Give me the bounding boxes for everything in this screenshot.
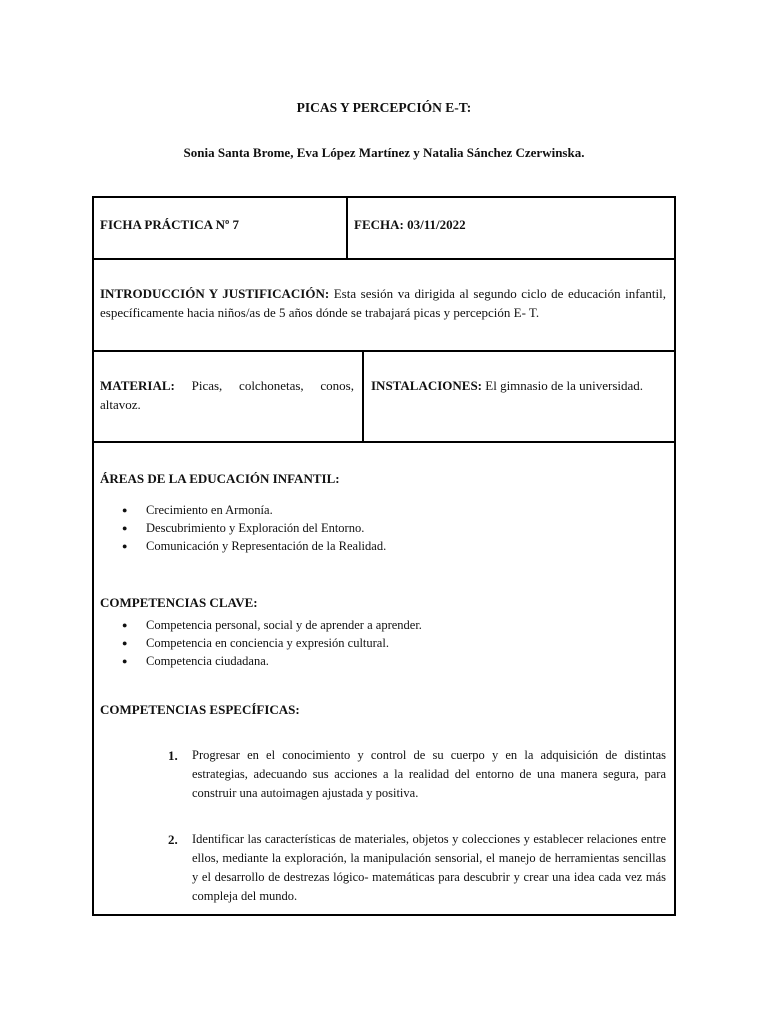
instalaciones-cell xyxy=(371,376,666,395)
list-item: ● Competencia ciudadana. xyxy=(122,654,269,668)
document-authors: Sonia Santa Brome, Eva López Martínez y Natalia Sánchez Czerwinska. xyxy=(183,145,585,160)
instalaciones-heading: INSTALACIONES: xyxy=(371,378,483,393)
intro-cell xyxy=(100,284,666,322)
areas-heading: ÁREAS DE LA EDUCACIÓN INFANTIL: xyxy=(100,471,340,486)
table-border-right xyxy=(674,196,676,916)
item-number: 1. xyxy=(168,748,178,763)
table-rule-2 xyxy=(92,350,676,352)
material-text: Picas, colchonetas, conos, altavoz. xyxy=(100,378,354,412)
table-divider-row1 xyxy=(346,196,348,260)
table-border-left xyxy=(92,196,94,916)
list-item: ● Competencia personal, social y de aprender a aprender. xyxy=(122,618,422,632)
table-divider-row3 xyxy=(362,350,364,443)
document-title: PICAS Y PERCEPCIÓN E-T: xyxy=(296,100,472,115)
bullet-icon: ● xyxy=(122,505,128,515)
competencias-especificas-heading: COMPETENCIAS ESPECÍFICAS: xyxy=(100,702,300,717)
competencias-especificas-list xyxy=(168,746,666,803)
list-item: ● Competencia en conciencia y expresión cultural. xyxy=(122,636,389,650)
intro-text: Esta sesión va dirigida al segundo ciclo de educación infantil, específicamente hacia niños/as de 5 años dónde se trabajará picas y percepción E- T. xyxy=(100,286,666,320)
bullet-icon: ● xyxy=(122,541,128,551)
areas-list xyxy=(122,501,662,555)
bullet-icon: ● xyxy=(122,638,128,648)
instalaciones-text: El gimnasio de la universidad. xyxy=(482,378,644,393)
table-border-bottom xyxy=(92,914,676,916)
list-item: ● Descubrimiento y Exploración del Entorno. xyxy=(122,521,365,535)
bullet-icon: ● xyxy=(122,620,128,630)
list-item: 2. Identificar las características de materiales, objetos y colecciones y establecer relaciones entre ellos, mediante la exploración, la manipulación sensorial, el manejo de herramientas sencillas y el desarrollo de destrezas lógico- matemáticas para descubrir y crear una idea cada vez más compleja del mundo. xyxy=(168,832,666,903)
ficha-fecha: FECHA: 03/11/2022 xyxy=(354,217,466,232)
material-heading: MATERIAL: xyxy=(100,378,175,393)
intro-heading: INTRODUCCIÓN Y JUSTIFICACIÓN: xyxy=(100,286,330,301)
competencias-especificas-list-2 xyxy=(168,830,666,906)
ficha-label: FICHA PRÁCTICA Nº 7 xyxy=(100,217,239,232)
competencias-clave-list xyxy=(122,616,662,670)
table-border-top xyxy=(92,196,676,198)
bullet-icon: ● xyxy=(122,656,128,666)
list-item: 1. Progresar en el conocimiento y control de su cuerpo y en la adquisición de distintas estrategias, adecuando sus acciones a la realidad del entorno de una manera segura, para construir una autoimagen ajustada y positiva. xyxy=(168,748,666,800)
list-item: ● Crecimiento en Armonía. xyxy=(122,503,273,517)
bullet-icon: ● xyxy=(122,523,128,533)
table-rule-1 xyxy=(92,258,676,260)
item-number: 2. xyxy=(168,832,178,847)
table-rule-3 xyxy=(92,441,676,443)
material-cell xyxy=(100,376,354,414)
competencias-clave-heading: COMPETENCIAS CLAVE: xyxy=(100,595,258,610)
list-item: ● Comunicación y Representación de la Realidad. xyxy=(122,539,387,553)
